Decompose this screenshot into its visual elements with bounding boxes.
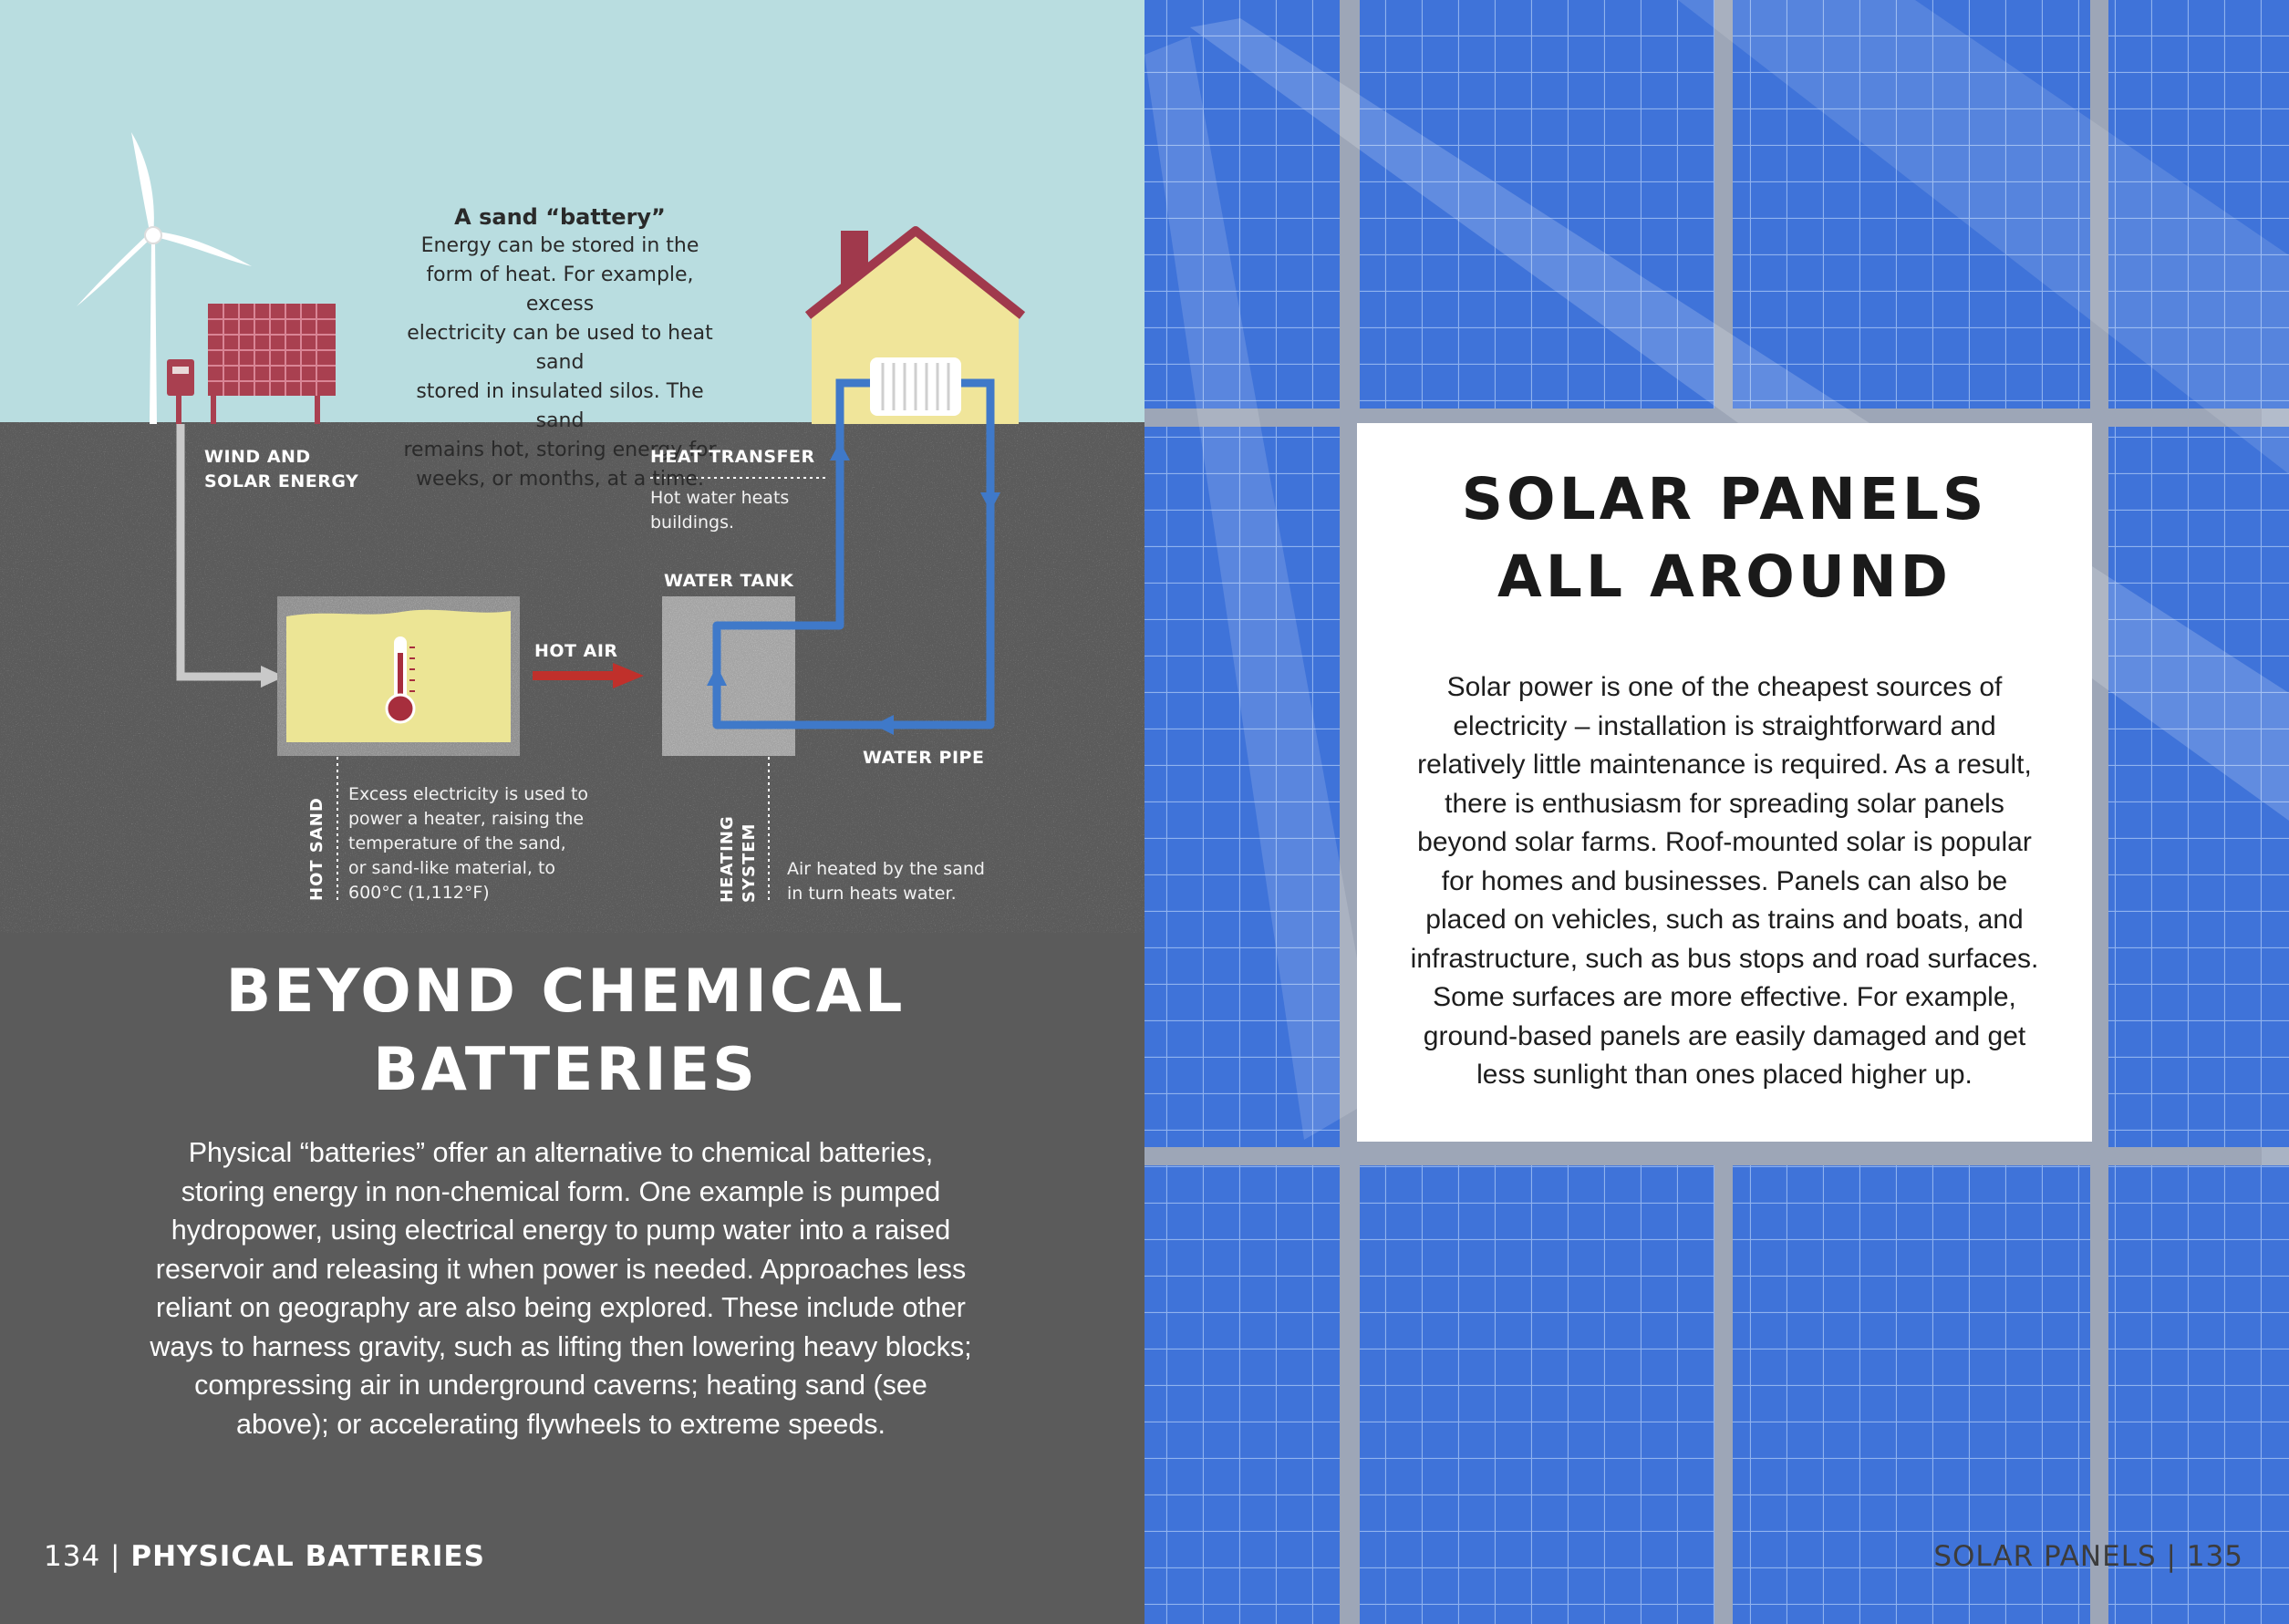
air-line: in turn heats water. — [787, 884, 957, 904]
footer-separator: | — [2166, 1540, 2187, 1573]
hot-air-line — [533, 671, 616, 680]
body-line: relatively little maintenance is required. As a result, — [1417, 750, 2032, 780]
right-page-footer — [1933, 1538, 2243, 1575]
hot-sand-label: HOT SAND — [307, 797, 326, 901]
body-line: compressing air in underground caverns; heating sand (see — [194, 1370, 927, 1401]
heating-line: HEATING — [718, 815, 737, 903]
section-title: PHYSICAL BATTERIES — [130, 1540, 485, 1573]
water-tank-label: WATER TANK — [664, 571, 794, 591]
water-pipe-label: WATER PIPE — [863, 748, 985, 768]
sand-battery-line: form of heat. For example, excess — [426, 264, 694, 315]
wind-solar-line: WIND AND — [204, 447, 311, 467]
heating-line: SYSTEM — [740, 822, 759, 903]
body-line: reliant on geography are also being explored. These include other — [156, 1292, 966, 1323]
body-line: there is enthusiasm for spreading solar panels — [1445, 788, 2004, 819]
hot-air-label: HOT AIR — [534, 641, 618, 661]
sand-battery-title: A sand “battery” — [454, 204, 666, 230]
solar-panel — [1144, 1165, 1340, 1624]
sand-battery-line: Energy can be stored in the — [420, 234, 699, 257]
excess-line: 600°C (1,112°F) — [348, 883, 490, 903]
body-line: storing energy in non-chemical form. One example is pumped — [181, 1175, 941, 1207]
sand-battery-line: stored in insulated silos. The sand — [416, 380, 704, 432]
heading-line: BATTERIES — [373, 1036, 758, 1104]
body-line: less sunlight than ones placed higher up. — [1476, 1060, 1973, 1090]
solar-panel — [1360, 1165, 1714, 1624]
excess-line: Excess electricity is used to — [348, 784, 589, 804]
excess-electricity-note — [348, 782, 588, 905]
page-number: 135 — [2186, 1540, 2243, 1573]
body-line: electricity – installation is straightforward and — [1453, 710, 1996, 741]
page-number: 134 — [44, 1540, 101, 1573]
sand-battery-line: weeks, or months, at a time. — [416, 468, 704, 491]
water-tank — [662, 596, 795, 756]
body-line: Some surfaces are more effective. For example, — [1433, 982, 2016, 1012]
heat-transfer-title: HEAT TRANSFER — [650, 447, 815, 467]
left-page-heading — [155, 953, 976, 1110]
excess-line: temperature of the sand, — [348, 833, 566, 853]
left-page-footer — [44, 1538, 485, 1575]
body-line: Physical “batteries” offer an alternative to chemical batteries, — [188, 1137, 934, 1168]
heat-transfer-line: Hot water heats — [650, 488, 790, 508]
section-title: SOLAR PANELS — [1933, 1540, 2157, 1573]
body-line: hydropower, using electrical energy to pump water into a raised — [171, 1215, 951, 1246]
excess-line: power a heater, raising the — [348, 809, 585, 829]
body-line: reservoir and releasing it when power is needed. Approaches less — [155, 1253, 967, 1285]
heading-line: BEYOND CHEMICAL — [225, 957, 906, 1026]
right-page-heading — [1357, 460, 2092, 615]
body-line: above); or accelerating flywheels to extreme speeds. — [235, 1408, 886, 1440]
body-line: for homes and businesses. Panels can also be — [1441, 865, 2008, 896]
body-line: ways to harness gravity, such as lifting then lowering heavy blocks; — [150, 1330, 972, 1362]
wind-solar-line: SOLAR ENERGY — [204, 471, 359, 491]
radiator-icon — [870, 357, 961, 416]
wind-solar-label — [204, 445, 358, 494]
heat-transfer-note — [650, 486, 789, 535]
sand-battery-line: electricity can be used to heat sand — [407, 322, 713, 374]
footer-separator: | — [110, 1540, 131, 1573]
heating-system-label — [717, 815, 761, 903]
body-line: ground-based panels are easily damaged and get — [1423, 1020, 2026, 1051]
heading-line: SOLAR PANELS — [1461, 466, 1988, 533]
right-page-body — [1395, 668, 2054, 1095]
body-line: beyond solar farms. Roof-mounted solar is popular — [1417, 827, 2032, 857]
left-page-body — [146, 1133, 976, 1443]
body-line: placed on vehicles, such as trains and boats, and — [1425, 905, 2024, 935]
heading-line: ALL AROUND — [1497, 543, 1952, 610]
heat-transfer-line: buildings. — [650, 512, 735, 533]
excess-line: or sand-like material, to — [348, 858, 556, 878]
air-line: Air heated by the sand — [787, 859, 985, 879]
body-line: infrastructure, such as bus stops and road surfaces. — [1410, 943, 2039, 974]
sand-battery-line: remains hot, storing energy for — [403, 439, 717, 461]
air-heated-note — [787, 857, 985, 906]
body-line: Solar power is one of the cheapest sources of — [1446, 672, 2003, 702]
